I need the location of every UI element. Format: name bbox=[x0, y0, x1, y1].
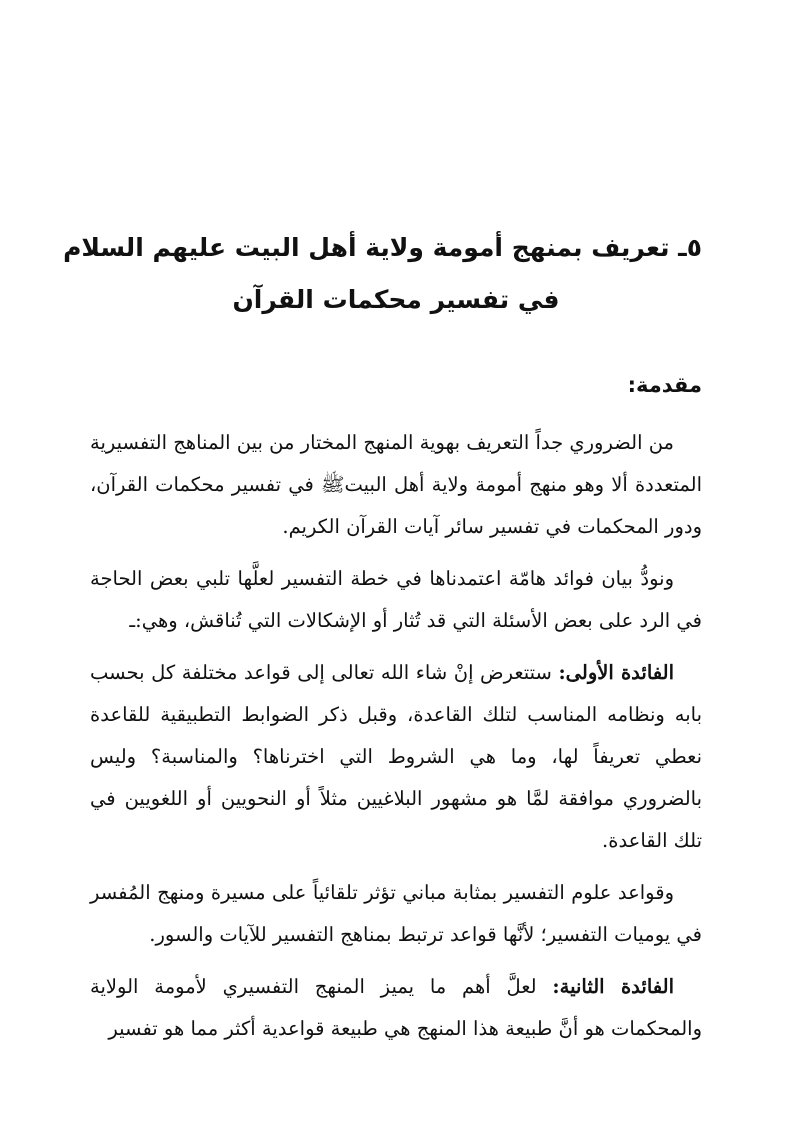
paragraph-4 bbox=[90, 872, 702, 956]
paragraph-5-text: لعلَّ أهم ما يميز المنهج التفسيري لأمومة الولاية والمحكمات هو أنَّ طبيعة هذا المنهج هي طبيعة قواعدية أكثر مما هو تفسير bbox=[90, 975, 702, 1040]
benefit-1-label: الفائدة الأولى: bbox=[558, 661, 674, 684]
chapter-title-line-2: في تفسير محكمات القرآن bbox=[232, 285, 560, 314]
paragraph-1-text: من الضروري جداً التعريف بهوية المنهج المختار من بين المناهج التفسيرية المتعددة ألا وهو منهج أمومة ولاية أهل البيتﷺ في تفسير محكمات القرآن، ودور المحكمات في تفسير سائر آيات القرآن الكريم. bbox=[90, 431, 702, 538]
paragraph-2 bbox=[90, 558, 702, 642]
chapter-title-line-1: ٥ـ تعريف بمنهج أمومة ولاية أهل البيت عليهم السلام bbox=[63, 233, 702, 262]
paragraph-4-text: وقواعد علوم التفسير بمثابة مباني تؤثر تلقائياً على مسيرة ومنهج المُفسر في يوميات التفسير؛ لأنَّها قواعد ترتبط بمناهج التفسير للآيات والسور. bbox=[90, 881, 702, 946]
intro-heading: مقدمة: bbox=[627, 373, 702, 397]
benefit-2-label: الفائدة الثانية: bbox=[552, 975, 675, 998]
paragraph-1 bbox=[90, 422, 702, 548]
paragraph-3-text: ستتعرض إنْ شاء الله تعالى إلى قواعد مختلفة كل بحسب بابه ونظامه المناسب لتلك القاعدة، وقبل ذكر الضوابط التطبيقية للقاعدة نعطي تعريفاً لها، وما هي الشروط التي اخترناها؟ والمناسبة؟ وليس بالضروري موافقة لمَّا هو مشهور البلاغيين مثلاً أو النحويين أو اللغويين في تلك القاعدة. bbox=[90, 661, 702, 852]
paragraph-5 bbox=[90, 966, 702, 1050]
paragraph-3 bbox=[90, 652, 702, 862]
paragraph-2-text: ونودُّ بيان فوائد هامّة اعتمدناها في خطة التفسير لعلَّها تلبي بعض الحاجة في الرد على بعض الأسئلة التي قد تُثار أو الإشكالات التي تُناقش، وهي:ـ bbox=[90, 567, 702, 632]
chapter-title bbox=[63, 222, 702, 326]
